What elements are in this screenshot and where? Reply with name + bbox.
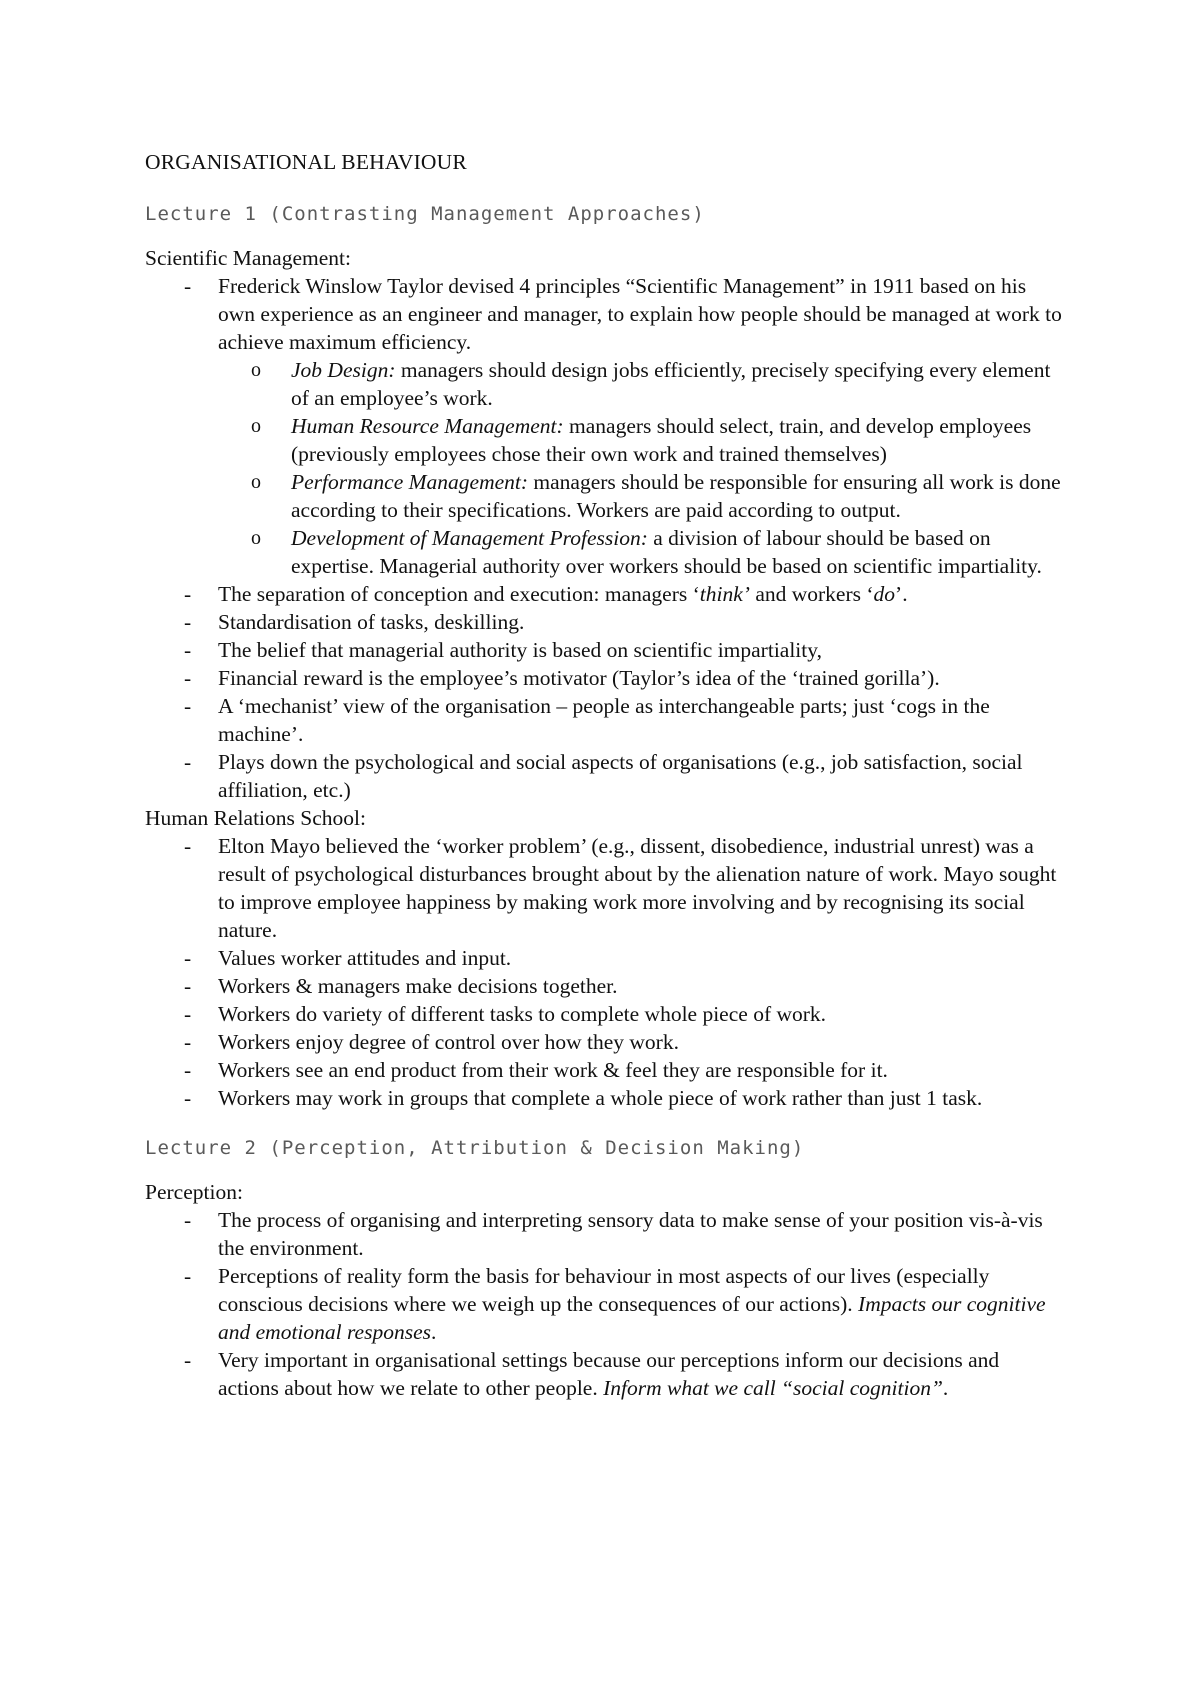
perception-list	[145, 1206, 1065, 1402]
dash-bullet: -	[184, 1058, 192, 1082]
list-item-text: A ‘mechanist’ view of the organisation – people as interchangeable parts; just ‘cogs in the machine’.	[218, 694, 990, 746]
think-emphasis: think’	[699, 582, 750, 606]
scientific-management-list	[145, 272, 1065, 804]
list-item-text: Workers & managers make decisions together.	[218, 974, 618, 998]
list-item	[145, 1028, 1065, 1056]
human-relations-title: Human Relations School:	[145, 806, 366, 830]
list-item	[145, 1056, 1065, 1084]
principle-term: Human Resource Management:	[291, 414, 564, 438]
list-item	[145, 1084, 1065, 1112]
list-item	[145, 272, 1065, 580]
list-item-text: The belief that managerial authority is based on scientific impartiality,	[218, 638, 822, 662]
dash-bullet: -	[184, 834, 192, 858]
list-item-text: Workers enjoy degree of control over how they work.	[218, 1030, 679, 1054]
list-item-text: Workers do variety of different tasks to complete whole piece of work.	[218, 1002, 827, 1026]
principle-item	[218, 468, 1065, 524]
list-item-text: Elton Mayo believed the ‘worker problem’ (e.g., dissent, disobedience, industrial unrest) was a result of psychological disturbances brought about by the alienation nature of work. Mayo sought to improve employee happiness by making work more involving and by recognising its social nature.	[218, 834, 1057, 942]
list-item-text: Standardisation of tasks, deskilling.	[218, 610, 525, 634]
circle-bullet: o	[251, 471, 261, 493]
separation-text-part: ’.	[895, 582, 908, 606]
list-item	[145, 1346, 1065, 1402]
principle-term: Development of Management Profession:	[291, 526, 648, 550]
dash-bullet: -	[184, 946, 192, 970]
list-item-text: Plays down the psychological and social aspects of organisations (e.g., job satisfaction, social affiliation, etc.)	[218, 750, 1023, 802]
dash-bullet: -	[184, 750, 192, 774]
emphasis-text: Inform what we call “social cognition”	[603, 1376, 943, 1400]
dash-bullet: -	[184, 1348, 192, 1372]
dash-bullet: -	[184, 1208, 192, 1232]
dash-bullet: -	[184, 1264, 192, 1288]
circle-bullet: o	[251, 415, 261, 437]
dash-bullet: -	[184, 1086, 192, 1110]
circle-bullet: o	[251, 359, 261, 381]
principle-text: managers should be responsible for ensuring all work is done according to their specifications. Workers are paid according to output.	[291, 470, 1061, 522]
list-item-text: Financial reward is the employee’s motivator (Taylor’s idea of the ‘trained gorilla’).	[218, 666, 940, 690]
do-emphasis: do	[873, 582, 896, 606]
dash-bullet: -	[184, 582, 192, 606]
human-relations-list	[145, 832, 1065, 1112]
emphasis-text: Impacts our cognitive and emotional responses	[218, 1292, 1046, 1344]
principle-text: a division of labour should be based on expertise. Managerial authority over workers should be based on scientific impartiality.	[291, 526, 1042, 578]
list-item-text: Workers may work in groups that complete a whole piece of work rather than just 1 task.	[218, 1086, 983, 1110]
principle-text: managers should design jobs efficiently, precisely specifying every element of an employee’s work.	[291, 358, 1051, 410]
perception-title: Perception:	[145, 1180, 243, 1204]
list-item-text: The process of organising and interpreting sensory data to make sense of your position vis-à-vis the environment.	[218, 1208, 1043, 1260]
principle-text: managers should select, train, and develop employees (previously employees chose their own work and trained themselves)	[291, 414, 1032, 466]
list-item	[145, 1000, 1065, 1028]
list-item-end: .	[431, 1320, 437, 1344]
list-item	[145, 1206, 1065, 1262]
dash-bullet: -	[184, 274, 192, 298]
principle-item	[218, 412, 1065, 468]
list-item	[145, 664, 1065, 692]
dash-bullet: -	[184, 694, 192, 718]
principle-term: Job Design:	[291, 358, 396, 382]
lecture-1-heading: Lecture 1 (Contrasting Management Approaches)	[145, 203, 705, 225]
list-item	[145, 748, 1065, 804]
list-item	[145, 608, 1065, 636]
lecture-2-heading: Lecture 2 (Perception, Attribution & Decision Making)	[145, 1137, 805, 1159]
list-item	[145, 832, 1065, 944]
principle-term: Performance Management:	[291, 470, 529, 494]
separation-text-part: The separation of conception and execution: managers ‘	[218, 582, 700, 606]
list-item	[145, 636, 1065, 664]
dash-bullet: -	[184, 666, 192, 690]
list-item-text: Workers see an end product from their work & feel they are responsible for it.	[218, 1058, 888, 1082]
dash-bullet: -	[184, 1030, 192, 1054]
list-item	[145, 692, 1065, 748]
dash-bullet: -	[184, 610, 192, 634]
scientific-management-title: Scientific Management:	[145, 246, 351, 270]
list-item-text: Frederick Winslow Taylor devised 4 principles “Scientific Management” in 1911 based on his own experience as an engineer and manager, to explain how people should be managed at work to achieve maximum efficiency.	[218, 274, 1062, 354]
principle-item	[218, 356, 1065, 412]
list-item	[145, 972, 1065, 1000]
list-item	[145, 944, 1065, 972]
document-page	[145, 148, 1065, 1402]
document-title: ORGANISATIONAL BEHAVIOUR	[145, 150, 467, 174]
list-item-text: Values worker attitudes and input.	[218, 946, 512, 970]
circle-bullet: o	[251, 527, 261, 549]
taylor-principles-list	[218, 356, 1065, 580]
principle-item	[218, 524, 1065, 580]
list-item-text: Perceptions of reality form the basis for behaviour in most aspects of our lives (especially conscious decisions where we weigh up the consequences of our actions).	[218, 1264, 990, 1316]
separation-text-part: and workers ‘	[749, 582, 874, 606]
list-item-end: .	[942, 1376, 949, 1400]
list-item	[145, 1262, 1065, 1346]
dash-bullet: -	[184, 638, 192, 662]
list-item	[145, 580, 1065, 608]
list-item-text: Very important in organisational settings because our perceptions inform our decisions and actions about how we relate to other people.	[218, 1348, 1000, 1400]
dash-bullet: -	[184, 974, 192, 998]
dash-bullet: -	[184, 1002, 192, 1026]
